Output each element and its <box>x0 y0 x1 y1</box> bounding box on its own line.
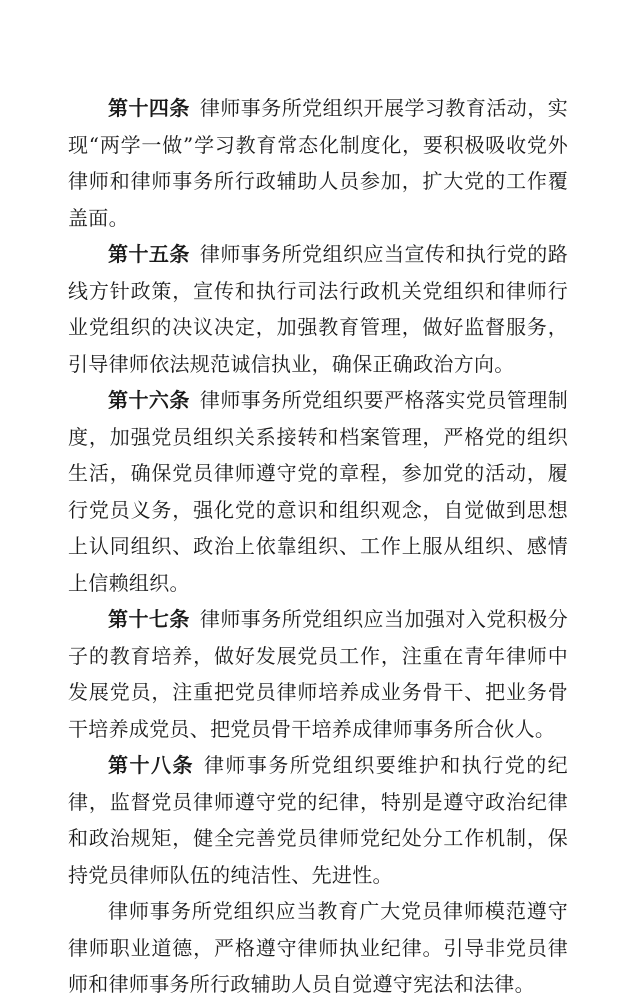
article-text: 律师事务所党组织应当宣传和执行党的路线方针政策，宣传和执行司法行政机关党组织和律师行业党组织的决议决定，加强教育管理，做好监督服务，引导律师依法规范诚信执业，确保正确政治方向。 <box>68 242 569 376</box>
article-label: 第十五条 <box>108 242 190 266</box>
article-16 <box>68 382 568 601</box>
article-18 <box>68 747 568 893</box>
article-text: 律师事务所党组织要维护和执行党的纪律，监督党员律师遵守党的纪律，特别是遵守政治纪律和政治规矩，健全完善党员律师党纪处分工作机制，保持党员律师队伍的纯洁性、先进性。 <box>68 753 568 887</box>
article-text: 律师事务所党组织要严格落实党员管理制度，加强党员组织关系接转和档案管理，严格党的组织生活，确保党员律师遵守党的章程，参加党的活动，履行党员义务，强化党的意识和组织观念，自觉做到思想上认同组织、政治上依靠组织、工作上服从组织、感情上信赖组织。 <box>68 388 569 595</box>
article-label: 第十四条 <box>108 96 190 120</box>
article-14 <box>68 90 568 236</box>
article-label: 第十六条 <box>108 388 190 412</box>
article-17 <box>68 601 568 747</box>
article-text: 律师事务所党组织开展学习教育活动，实现“两学一做”学习教育常态化制度化，要积极吸收党外律师和律师事务所行政辅助人员参加，扩大党的工作覆盖面。 <box>68 96 569 230</box>
article-label: 第十八条 <box>108 753 194 777</box>
article-label: 第十七条 <box>108 607 190 631</box>
article-15 <box>68 236 568 382</box>
closing-paragraph: 律师事务所党组织应当教育广大党员律师模范遵守律师职业道德，严格遵守律师执业纪律。引导非党员律师和律师事务所行政辅助人员自觉遵守宪法和法律。 <box>68 899 568 996</box>
document-page <box>68 90 568 1003</box>
article-text: 律师事务所党组织应当加强对入党积极分子的教育培养，做好发展党员工作，注重在青年律师中发展党员，注重把党员律师培养成业务骨干、把业务骨干培养成党员、把党员骨干培养成律师事务所合伙人。 <box>68 607 569 741</box>
